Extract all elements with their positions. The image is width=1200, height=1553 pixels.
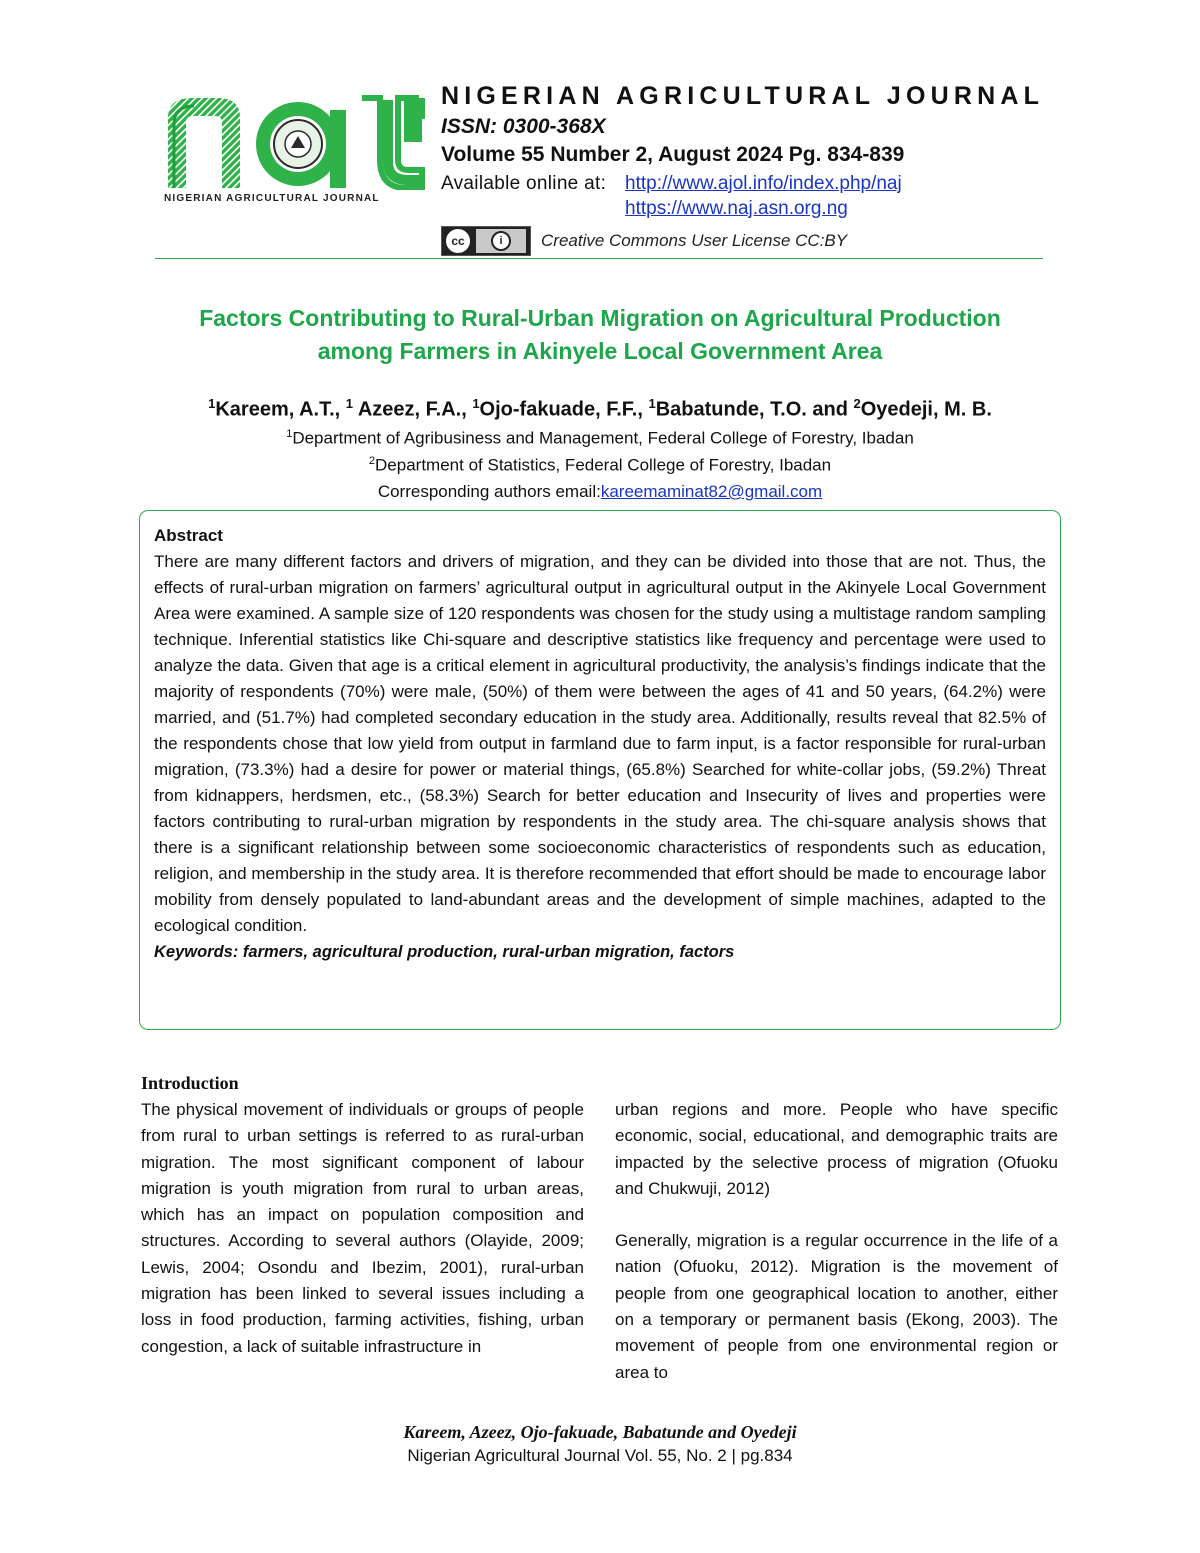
journal-name: NIGERIAN AGRICULTURAL JOURNAL — [441, 82, 1045, 110]
affiliation-1 — [100, 428, 1100, 449]
license-row — [441, 226, 1061, 256]
author-name: Ojo-fakuade, F.F., — [479, 398, 649, 421]
abstract-box — [139, 510, 1061, 1030]
ajol-link[interactable]: http://www.ajol.info/index.php/naj — [625, 173, 902, 194]
article-title — [100, 302, 1100, 368]
page-footer — [200, 1422, 1000, 1466]
intro-paragraph: Generally, migration is a regular occurrence in the life of a nation (Ofuoku, 2012). Migration is the movement of people from one geographical location to another, either on a temporary or permanent basis (Ekong, 2003). The movement of people from one environmental region or area to — [615, 1231, 1058, 1382]
abstract-text: There are many different factors and drivers of migration, and they can be divided into those that are not. Thus, the effects of rural-urban migration on farmers’ agricultural output in agricultural output in the Akinyele Local Government Area were examined. A sample size of 120 respondents was chosen for the study using a multistage random sampling technique. Inferential statistics like Chi-square and descriptive statistics like frequency and percentage were used to analyze the data. Given that age is a critical element in agricultural productivity, the analysis’s findings indicate that the majority of respondents (70%) were male, (50%) of them were between the ages of 41 and 50 years, (64.2%) were married, and (51.7%) had completed secondary education in the study area. Additionally, results reveal that 82.5% of the respondents chose that low yield from output in farmland due to farm input, is a factor responsible for rural-urban migration, (73.3%) had a desire for power or material things, (65.8%) Searched for white-collar jobs, (59.2%) Threat from kidnappers, herdsmen, etc., (58.3%) Search for better education and Insecurity of lives and properties were factors contributing to rural-urban migration by respondents in the study area. The chi-square analysis shows that there is a significant relationship between some socioeconomic characteristics of respondents such as education, religion, and membership in the study area. It is therefore recommended that effort should be made to encourage labor mobility from densely populated to land-abundant areas and the development of simple machines, adapted to the ecological condition. — [154, 552, 1046, 935]
affil-marker: 1 — [286, 428, 293, 440]
author-name: Oyedeji, M. B. — [860, 398, 992, 421]
intro-paragraph: The physical movement of individuals or groups of people from rural to urban settings is referred to as rural-urban migration. The most significant component of labour migration is youth migration from rural to urban areas, which has an impact on population composition and structures. According to several authors (Olayide, 2009; Lewis, 2004; Osondu and Ibezim, 2001), rural-urban migration has been linked to several issues including a loss in food production, farming activities, fishing, urban congestion, a lack of suitable infrastructure in — [141, 1100, 584, 1356]
license-text: Creative Commons User License CC:BY — [541, 231, 848, 250]
affil-marker: 2 — [368, 455, 376, 467]
author-list — [100, 396, 1100, 422]
cc-icon: cc — [446, 229, 470, 253]
title-line-1: Factors Contributing to Rural-Urban Migration on Agricultural Production — [199, 305, 1001, 331]
author-name: Babatunde, T.O. and — [655, 398, 854, 421]
attribution-icon: i — [491, 231, 511, 251]
corresponding-label: Corresponding authors email: — [377, 482, 601, 501]
by-panel — [476, 229, 526, 253]
author-affil-marker: 1 — [472, 396, 480, 411]
footer-authors: Kareem, Azeez, Ojo-fakuade, Babatunde and Oyedeji — [403, 1422, 797, 1442]
masthead-info — [441, 82, 1061, 256]
intro-paragraph: urban regions and more. People who have specific economic, social, educational, and demographic traits are impacted by the selective process of migration (Ofuoku and Chukwuji, 2012) — [615, 1100, 1058, 1198]
naj-website-link[interactable]: https://www.naj.asn.org.ng — [625, 198, 848, 219]
affil-text: Department of Statistics, Federal College of Forestry, Ibadan — [375, 455, 832, 475]
affiliation-2 — [100, 455, 1100, 476]
introduction-heading: Introduction — [141, 1073, 239, 1093]
author-affil-marker: 1 — [648, 396, 656, 411]
keywords: Keywords: farmers, agricultural production, rural-urban migration, factors — [154, 943, 735, 961]
body-column-left — [141, 1097, 584, 1360]
naj-logo-graphic — [160, 90, 428, 190]
author-name: Kareem, A.T., — [215, 398, 346, 421]
title-line-2: among Farmers in Akinyele Local Government Area — [317, 338, 883, 364]
online-availability — [441, 173, 1061, 220]
corresponding-email-link[interactable]: kareemaminat82@gmail.com — [600, 482, 823, 501]
cc-by-badge-icon[interactable] — [441, 226, 531, 256]
available-label: Available online at: — [441, 173, 607, 194]
logo-caption: NIGERIAN AGRICULTURAL JOURNAL — [164, 193, 380, 204]
abstract-heading: Abstract — [154, 526, 223, 545]
issn: ISSN: 0300-368X — [441, 115, 606, 138]
author-name: Azeez, F.A., — [357, 398, 473, 421]
footer-citation: Nigerian Agricultural Journal Vol. 55, No. 2 | pg.834 — [407, 1446, 793, 1465]
author-affil-marker: 2 — [853, 396, 861, 411]
body-column-right — [615, 1097, 1058, 1386]
masthead-divider — [155, 258, 1043, 259]
affil-text: Department of Agribusiness and Management, Federal College of Forestry, Ibadan — [292, 428, 914, 448]
author-affil-marker: 1 — [345, 396, 353, 411]
author-affil-marker: 1 — [208, 396, 216, 411]
volume-info: Volume 55 Number 2, August 2024 Pg. 834-839 — [441, 143, 905, 166]
corresponding-author — [100, 482, 1100, 502]
journal-logo — [160, 90, 428, 215]
